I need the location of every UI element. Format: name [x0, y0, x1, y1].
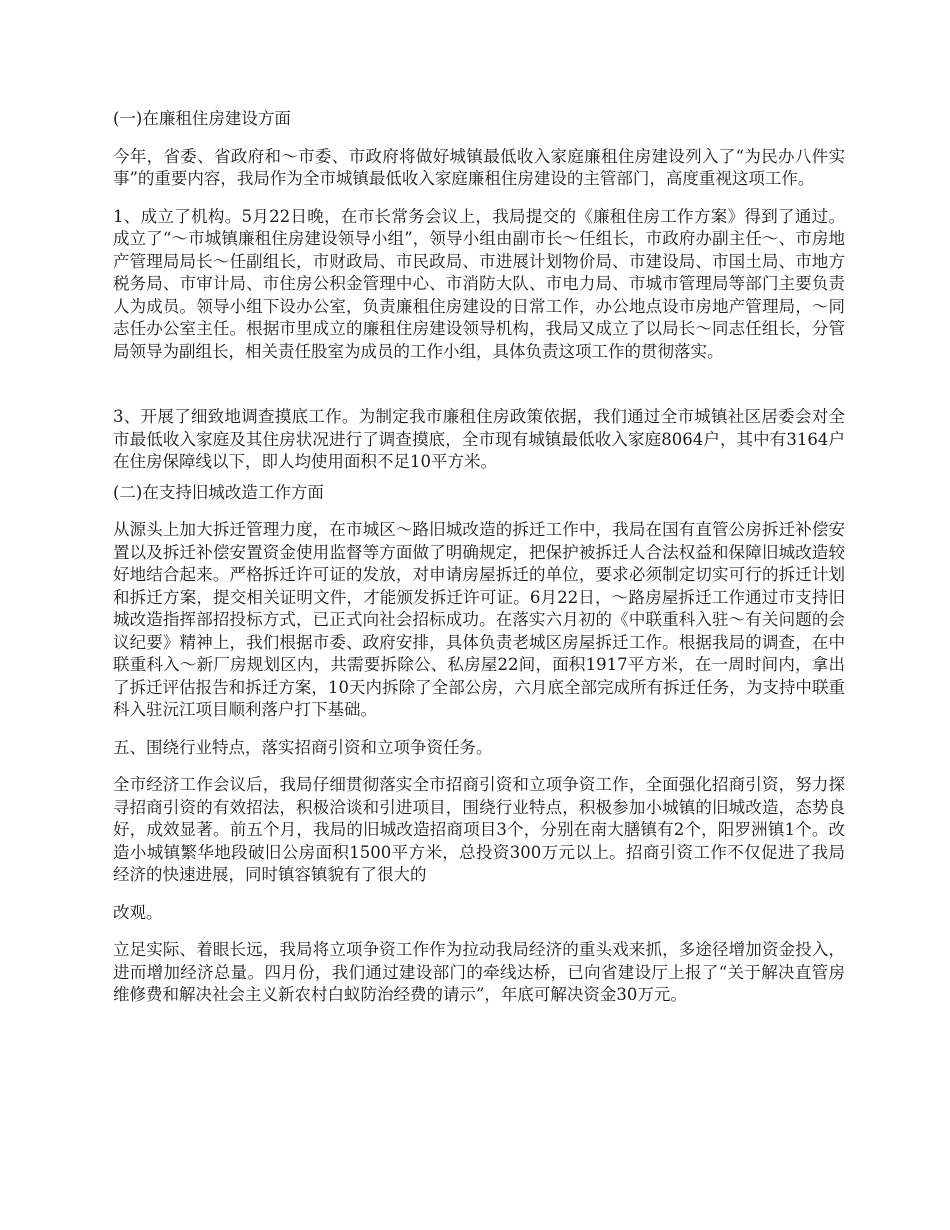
paragraph-investment: 全市经济工作会议后，我局仔细贯彻落实全市招商引资和立项争资工作，全面强化招商引资，努力探寻招商引资的有效招法，积极洽谈和引进项目，围绕行业特点，积极参加小城镇的旧城改造，态势良好，成效显著。前五个月，我局的旧城改造招商项目3个，分别在南大膳镇有2个，阳罗洲镇1个。改造小城镇繁华地段破旧公房面积1500平方米，总投资300万元以上。招商引资工作不仅促进了我局经济的快速进展，同时镇容镇貌有了很大的 [113, 775, 845, 884]
paragraph-intro: 今年，省委、省政府和～市委、市政府将做好城镇最低收入家庭廉租住房建设列入了“为民办八件实事”的重要内容，我局作为全市城镇最低收入家庭廉租住房建设的主管部门，高度重视这项工作。 [113, 146, 845, 188]
paragraph-survey: 3、开展了细致地调查摸底工作。为制定我市廉租住房政策依据，我们通过全市城镇社区居委会对全市最低收入家庭及其住房状况进行了调查摸底，全市现有城镇最低收入家庭8064户，其中有3164户在住房保障线以下，即人均使用面积不足10平方米。 [113, 407, 845, 471]
paragraph-funding: 立足实际、着眼长远，我局将立项争资工作作为拉动我局经济的重头戏来抓，多途径增加资金投入，进而增加经济总量。四月份，我们通过建设部门的牵线达桥，已向省建设厅上报了“关于解决直管房维修费和解决社会主义新农村白蚁防治经费的请示”，年底可解决资金30万元。 [113, 940, 845, 1004]
paragraph-agency: 1、成立了机构。5月22日晚，在市长常务会议上，我局提交的《廉租住房工作方案》得到了通过。成立了“～市城镇廉租住房建设领导小组”，领导小组由副市长～任组长，市政府办副主任～、市房地产管理局局长～任副组长，市财政局、市民政局、市进展计划物价局、市建设局、市国土局、市地方税务局、市审计局、市住房公积金管理中心、市消防大队、市电力局、市城市管理局等部门主要负责人为成员。领导小组下设办公室，负责廉租住房建设的日常工作，办公地点设市房地产管理局，～同志任办公室主任。根据市里成立的廉租住房建设领导机构，我局又成立了以局长～同志任组长，分管局领导为副组长，相关责任股室为成员的工作小组，具体负责这项工作的贯彻落实。 [113, 206, 845, 361]
section-heading-investment: 五、围绕行业特点，落实招商引资和立项争资任务。 [113, 737, 493, 757]
paragraph-demolition: 从源头上加大拆迁管理力度，在市城区～路旧城改造的拆迁工作中，我局在国有直管公房拆迁补偿安置以及拆迁补偿安置资金使用监督等方面做了明确规定，把保护被拆迁人合法权益和保障旧城改造较好地结合起来。严格拆迁许可证的发放，对申请房屋拆迁的单位，要求必须制定切实可行的拆迁计划和拆迁方案，提交相关证明文件，才能颁发拆迁许可证。6月22日，～路房屋拆迁工作通过市支持旧城改造指挥部招投标方式，已正式向社会招标成功。在落实六月初的《中联重科入驻～有关问题的会议纪要》精神上，我们根据市委、政府安排，具体负责老城区房屋拆迁工作。根据我局的调查，在中联重科入～新厂房规划区内，共需要拆除公、私房屋22间，面积1917平方米，在一周时间内，拿出了拆迁评估报告和拆迁方案，10天内拆除了全部公房，六月底全部完成所有拆迁任务，为支持中联重科入驻沅江项目顺利落户打下基础。 [113, 520, 845, 719]
section-heading-old-city: (二)在支持旧城改造工作方面 [113, 482, 324, 502]
section-heading-housing: (一)在廉租住房建设方面 [113, 109, 291, 128]
document-page [113, 108, 845, 1007]
paragraph-continuation: 改观。 [113, 902, 163, 922]
